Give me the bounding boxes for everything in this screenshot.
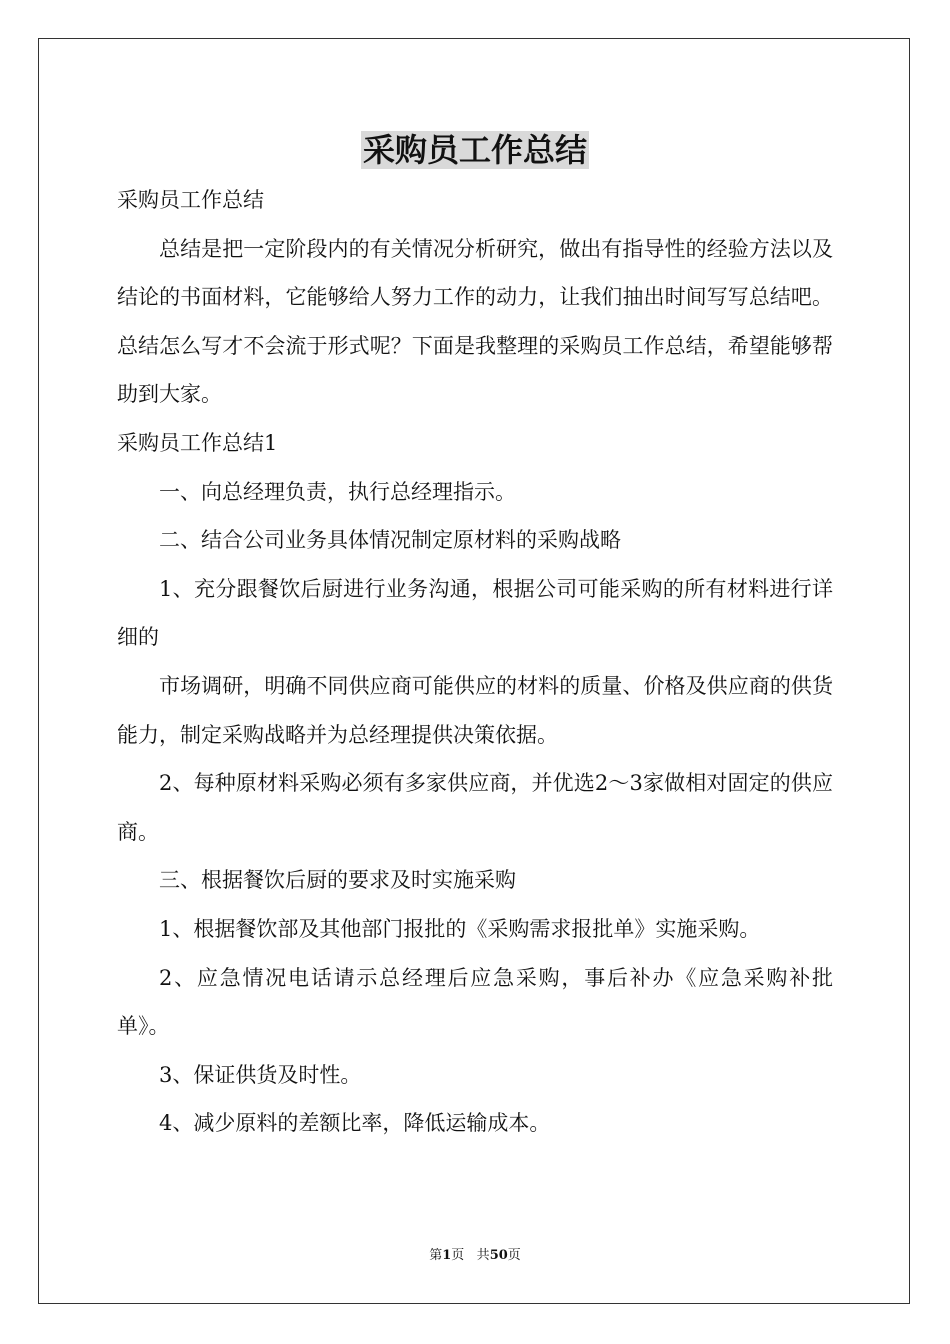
paragraph: 三、根据餐饮后厨的要求及时实施采购	[159, 868, 516, 893]
total-pages: 50	[489, 1248, 508, 1263]
document-body	[117, 176, 833, 1148]
paragraph: 总结是把一定阶段内的有关情况分析研究，做出有指导性的经验方法以及结论的书面材料，它能够给人努力工作的动力，让我们抽出时间写写总结吧。总结怎么写才不会流于形式呢？下面是我整理的采购员工作总结，希望能够帮助到大家。	[117, 236, 833, 407]
page-prefix: 第	[429, 1248, 443, 1263]
document-title	[0, 128, 950, 172]
paragraph: 二、结合公司业务具体情况制定原材料的采购战略	[159, 528, 621, 553]
paragraph: 1、充分跟餐饮后厨进行业务沟通，根据公司可能采购的所有材料进行详细的	[117, 576, 833, 650]
page-number: 1	[442, 1248, 452, 1263]
paragraph: 市场调研，明确不同供应商可能供应的材料的质量、价格及供应商的供货能力，制定采购战略并为总经理提供决策依据。	[117, 673, 833, 747]
paragraph: 2、应急情况电话请示总经理后应急采购，事后补办《应急采购补批单》。	[117, 965, 833, 1039]
page-footer	[0, 1246, 950, 1266]
paragraph: 4、减少原料的差额比率，降低运输成本。	[159, 1111, 551, 1136]
paragraph: 采购员工作总结1	[117, 430, 278, 455]
paragraph: 3、保证供货及时性。	[159, 1062, 362, 1087]
total-suffix: 页	[507, 1248, 521, 1263]
total-prefix: 共	[476, 1248, 490, 1263]
page-suffix: 页	[451, 1248, 465, 1263]
paragraph: 采购员工作总结	[117, 188, 264, 212]
paragraph: 2、每种原材料采购必须有多家供应商，并优选2～3家做相对固定的供应商。	[117, 771, 833, 844]
document-title-text: 采购员工作总结	[362, 131, 587, 169]
paragraph: 一、向总经理负责，执行总经理指示。	[159, 479, 516, 504]
paragraph: 1、根据餐饮部及其他部门报批的《采购需求报批单》实施采购。	[159, 916, 761, 941]
